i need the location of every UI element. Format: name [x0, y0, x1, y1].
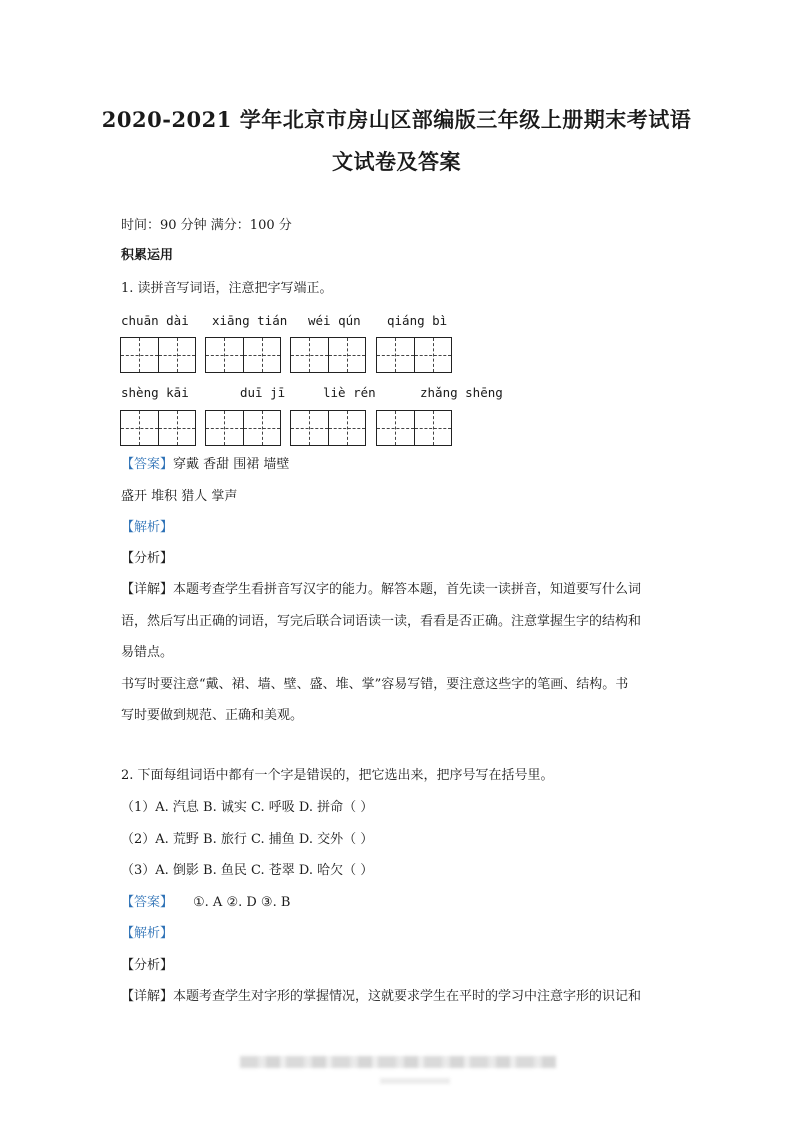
q2-detail [121, 989, 641, 1005]
pinyin-4: qiáng bì [387, 313, 448, 328]
answer-label: 【答案】 [121, 457, 174, 472]
q2-item-2: （2）A. 荒野 B. 旅行 C. 捕鱼 D. 交外（ ） [121, 832, 374, 847]
q2-item-1: （1）A. 汽息 B. 诚实 C. 呼吸 D. 拼命（ ） [121, 800, 374, 815]
pinyin-2: xiāng tián [212, 313, 288, 328]
pinyin-5: shèng kāi [121, 385, 189, 400]
detail-label: 【详解】 [121, 582, 174, 597]
writing-box[interactable] [205, 410, 281, 446]
document-title-line-1: 2020-2021 学年北京市房山区部编版三年级上册期末考试语 [101, 107, 692, 132]
q2-fenxi-label: 【分析】 [121, 958, 174, 973]
q1-prompt: 1. 读拼音写词语，注意把字写端正。 [121, 281, 333, 296]
q2-jiexi-label: 【解析】 [121, 926, 174, 941]
blurred-footer-watermark [240, 1056, 556, 1068]
q1-detail [121, 582, 641, 598]
q1-answer-line-2: 盛开 堆积 猎人 掌声 [121, 489, 238, 504]
writing-box[interactable] [290, 337, 366, 373]
pinyin-7: liè rén [323, 385, 376, 400]
pinyin-1: chuān dài [121, 313, 189, 328]
answer-text: 穿戴 香甜 围裙 墙壁 [173, 457, 290, 472]
writing-box[interactable] [376, 337, 452, 373]
answer-label: 【答案】 [121, 895, 174, 910]
q2-answer [121, 895, 290, 911]
pinyin-3: wéi qún [308, 313, 361, 328]
writing-box[interactable] [205, 337, 281, 373]
detail-label: 【详解】 [121, 989, 174, 1004]
pinyin-8: zhǎng shēng [420, 385, 503, 400]
q1-jiexi-label: 【解析】 [121, 520, 174, 535]
detail-text: 本题考查学生看拼音写汉字的能力。解答本题，首先读一读拼音，知道要写什么词 [173, 582, 642, 597]
writing-box[interactable] [376, 410, 452, 446]
document-title-line-2: 文试卷及答案 [332, 149, 461, 174]
writing-box[interactable] [120, 410, 196, 446]
writing-box[interactable] [120, 337, 196, 373]
q1-detail-line-2: 语，然后写出正确的词语，写完后联合词语读一读，看看是否正确。注意掌握生字的结构和 [121, 614, 642, 629]
q2-item-3: （3）A. 倒影 B. 鱼民 C. 苍翠 D. 哈欠（ ） [121, 863, 374, 878]
q1-detail-line-3: 易错点。 [121, 645, 174, 660]
answer-text: ①. A ②. D ③. B [193, 895, 291, 910]
detail-text: 本题考查学生对字形的掌握情况，这就要求学生在平时的学习中注意字形的识记和 [173, 989, 642, 1004]
q1-answer [121, 457, 289, 473]
writing-box[interactable] [290, 410, 366, 446]
blurred-footer-mark [380, 1078, 450, 1084]
section-heading: 积累运用 [121, 248, 174, 263]
exam-meta: 时间：90 分钟 满分：100 分 [121, 218, 292, 233]
q1-detail-line-5: 写时要做到规范、正确和美观。 [121, 708, 304, 723]
q1-fenxi-label: 【分析】 [121, 551, 174, 566]
q2-prompt: 2. 下面每组词语中都有一个字是错误的，把它选出来，把序号写在括号里。 [121, 768, 554, 783]
q1-detail-line-4: 书写时要注意“戴、裙、墙、壁、盛、堆、掌”容易写错，要注意这些字的笔画、结构。书 [121, 677, 629, 692]
pinyin-6: duī jī [240, 385, 286, 400]
